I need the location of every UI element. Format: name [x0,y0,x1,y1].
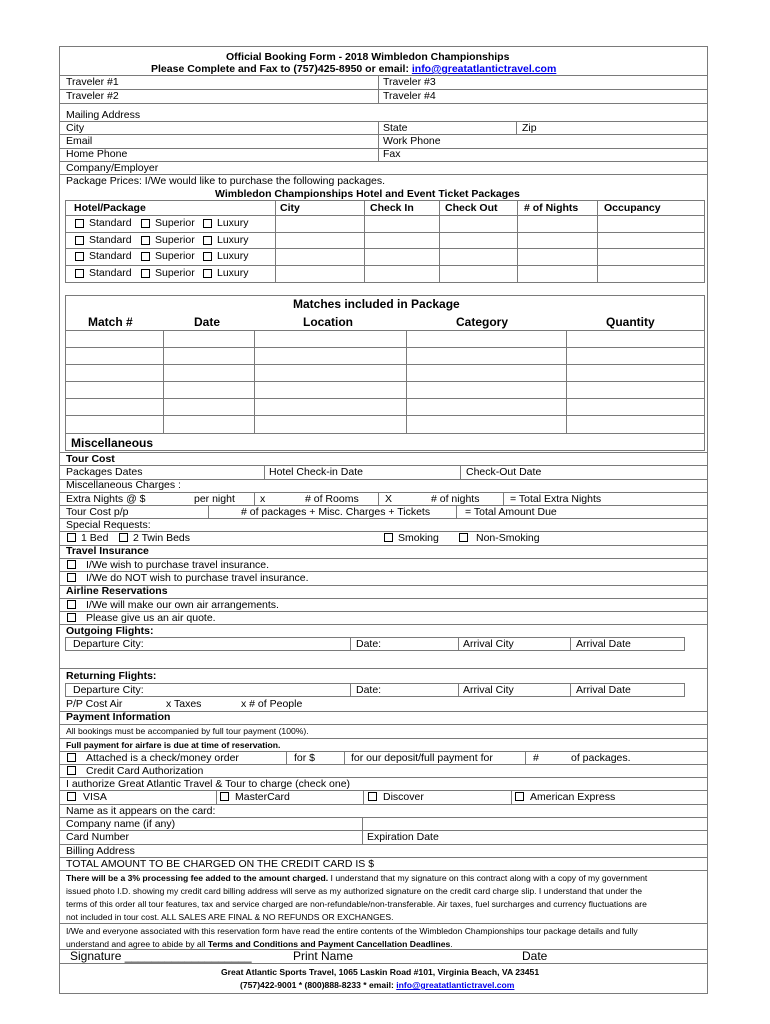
traveler-1-field[interactable]: Traveler #1 [66,76,119,88]
traveler-2-field[interactable]: Traveler #2 [66,90,119,102]
hotel-superior-checkbox[interactable] [141,252,150,261]
header-email-link[interactable]: info@greatatlantictravel.com [411,63,557,75]
divider [65,232,705,233]
divider [216,790,217,804]
divider [344,751,345,764]
returning-title: Returning Flights: [66,670,157,682]
credit-card-auth-checkbox[interactable] [67,766,76,775]
own-air-label: I/We will make our own air arrangements. [86,599,279,611]
hotel-option-label: Luxury [217,234,249,246]
home-phone-field[interactable]: Home Phone [66,148,128,160]
processing-fee-text: There will be a 3% processing fee added to the amount charged. [66,873,329,883]
divider [59,844,708,845]
insurance-title: Travel Insurance [66,545,149,557]
hotel-option-label: Standard [89,217,132,229]
total-extra-nights-label: = Total Extra Nights [510,493,602,505]
divider [458,683,459,697]
miscellaneous-label: Miscellaneous [71,436,154,450]
airline-title: Airline Reservations [66,585,168,597]
hotel-luxury-checkbox[interactable] [203,236,212,245]
visa-checkbox[interactable] [67,792,76,801]
hotel-luxury-checkbox[interactable] [203,252,212,261]
terms-link: Terms and Conditions and Payment Cancellation Deadlines [207,939,451,949]
divider [65,364,705,365]
hotel-header-check-in: Check In [370,202,414,214]
hotel-header-city: City [280,202,300,214]
company-employer-field[interactable]: Company/Employer [66,162,159,174]
zip-field[interactable]: Zip [522,122,537,134]
divider [65,381,705,382]
own-air-checkbox[interactable] [67,600,76,609]
returning-departure-field[interactable]: Departure City: [73,684,144,696]
one-bed-checkbox[interactable] [67,533,76,542]
footer-phones-text: (757)422-9001 * (800)888-8233 * email: [240,980,397,990]
divider [378,121,379,162]
insurance-no-label: I/We do NOT wish to purchase travel insurance. [86,572,309,584]
people-label: x # of People [241,698,303,710]
divider [264,465,265,479]
divider [517,200,518,283]
billing-address-field[interactable]: Billing Address [66,845,135,857]
matches-header-location: Location [303,315,353,329]
hotel-option-label: Standard [89,250,132,262]
hotel-standard-checkbox[interactable] [75,269,84,278]
discover-label: Discover [383,791,424,803]
card-number-field[interactable]: Card Number [66,831,130,843]
divider [350,683,351,697]
terms-line-1 [66,872,647,885]
checkout-date-field[interactable]: Check-Out Date [466,466,542,478]
work-phone-field[interactable]: Work Phone [383,135,441,147]
divider [460,465,461,479]
outgoing-departure-field[interactable]: Departure City: [73,638,144,650]
hotel-checkin-field[interactable]: Hotel Check-in Date [269,466,363,478]
deposit-label: for our deposit/full payment for [351,752,493,764]
hotel-standard-checkbox[interactable] [75,252,84,261]
divider [65,347,705,348]
payment-note-1: All bookings must be accompanied by full tour payment (100%). [66,726,309,736]
divider [525,751,526,764]
misc-charges-field[interactable]: Miscellaneous Charges : [66,479,181,491]
check-money-order-checkbox[interactable] [67,753,76,762]
per-night-label: per night [194,493,235,505]
print-name-field[interactable]: Print Name [293,949,354,963]
hotel-option-label: Superior [155,234,195,246]
divider [378,492,379,505]
footer-phones [240,979,514,992]
discover-checkbox[interactable] [368,792,377,801]
hotel-header-occupancy: Occupancy [604,202,661,214]
matches-header-quantity: Quantity [606,315,655,329]
divider [516,121,517,134]
hotel-header-nights: # of Nights [524,202,579,214]
insurance-no-checkbox[interactable] [67,573,76,582]
divider [456,505,457,518]
divider [59,518,708,519]
subtitle-text: Please Complete and Fax to (757)425-8950 or email: [151,63,412,75]
signature-field[interactable]: Signature ___________________ [70,949,252,963]
divider [570,637,571,651]
divider [350,637,351,651]
insurance-yes-checkbox[interactable] [67,560,76,569]
hotel-option-label: Superior [155,267,195,279]
fax-field[interactable]: Fax [383,148,401,160]
divider [59,545,708,546]
non-smoking-checkbox[interactable] [459,533,468,542]
divider [363,790,364,804]
returning-arrival-date-field[interactable]: Arrival Date [576,684,631,696]
divider [362,817,363,830]
amex-checkbox[interactable] [515,792,524,801]
twin-beds-checkbox[interactable] [119,533,128,542]
divider [511,790,512,804]
traveler-4-field[interactable]: Traveler #4 [383,90,436,102]
city-field[interactable]: City [66,122,85,134]
terms-line-4: not included in tour cost. ALL SALES ARE FINAL & NO REFUNDS OR EXCHANGES. [66,912,394,922]
amex-label: American Express [530,791,616,803]
name-on-card-field[interactable]: Name as it appears on the card: [66,805,216,817]
divider [65,248,705,249]
divider [65,265,705,266]
divider [59,624,708,625]
hotel-superior-checkbox[interactable] [141,219,150,228]
divider [254,492,255,505]
terms-line-3: terms of this order all tour features, tax and service charged are non-refundable/non-transferable. Air taxes, fuel surcharges and currency fluctuations are [66,899,647,909]
hotel-luxury-checkbox[interactable] [203,219,212,228]
pp-cost-air-label: P/P Cost Air [66,698,123,710]
extra-nights-label: Extra Nights @ $ [66,493,146,505]
smoking-checkbox[interactable] [384,533,393,542]
packages-dates-field[interactable]: Packages Dates [66,466,143,478]
hotel-option-label: Superior [155,217,195,229]
nights-label: # of nights [431,493,480,505]
hotel-header-package: Hotel/Package [74,202,146,214]
hotel-option-label: Luxury [217,217,249,229]
divider [286,751,287,764]
rooms-label: # of Rooms [305,493,359,505]
payment-note-2: Full payment for airfare is due at time of reservation. [66,740,281,750]
outgoing-arrival-city-field[interactable]: Arrival City [463,638,514,650]
divider [275,200,276,283]
divider [59,668,708,669]
air-quote-label: Please give us an air quote. [86,612,216,624]
number-sign-label: # [533,752,539,764]
agreement-period: . [450,939,453,949]
visa-label: VISA [83,791,107,803]
outgoing-title: Outgoing Flights: [66,625,154,637]
hotel-standard-checkbox[interactable] [75,236,84,245]
hotel-superior-checkbox[interactable] [141,236,150,245]
taxes-label: x Taxes [166,698,202,710]
form-title: Official Booking Form - 2018 Wimbledon Championships [226,51,510,63]
multiply-sign: x [260,493,266,505]
hotel-option-label: Standard [89,267,132,279]
divider [570,683,571,697]
agreement-text: understand and agree to abide by all [66,939,208,949]
hotel-option-label: Standard [89,234,132,246]
divider [59,452,708,453]
hotel-standard-checkbox[interactable] [75,219,84,228]
matches-header-match: Match # [88,315,133,329]
hotel-option-label: Luxury [217,267,249,279]
divider [65,330,705,331]
divider [208,505,209,518]
divider [597,200,598,283]
footer-email-link[interactable]: info@greatatlantictravel.com [396,980,515,990]
outgoing-arrival-date-field[interactable]: Arrival Date [576,638,631,650]
matches-header-date: Date [194,315,221,329]
state-field[interactable]: State [383,122,408,134]
divider [59,103,708,104]
divider [362,830,363,844]
mastercard-checkbox[interactable] [220,792,229,801]
special-requests-field[interactable]: Special Requests: [66,519,151,531]
mastercard-label: MasterCard [235,791,290,803]
total-charged-field[interactable]: TOTAL AMOUNT TO BE CHARGED ON THE CREDIT CARD IS $ [66,858,375,870]
divider [458,637,459,651]
for-amount-label: for $ [294,752,316,764]
outgoing-date-field[interactable]: Date: [356,638,382,650]
twin-beds-label: 2 Twin Beds [133,532,191,544]
company-name-field[interactable]: Company name (if any) [66,818,176,830]
matches-header-category: Category [456,315,509,329]
one-bed-label: 1 Bed [81,532,109,544]
expiration-date-field[interactable]: Expiration Date [367,831,439,843]
divider [364,200,365,283]
total-amount-due-label: = Total Amount Due [465,506,557,518]
divider [59,492,708,493]
of-packages-label: of packages. [571,752,631,764]
non-smoking-label: Non-Smoking [476,532,540,544]
authorize-label: I authorize Great Atlantic Travel & Tour to charge (check one) [66,778,351,790]
check-money-order-label: Attached is a check/money order [86,752,239,764]
multiply-sign: X [385,493,393,505]
divider [65,215,705,216]
divider [59,923,708,924]
payment-title: Payment Information [66,711,171,723]
package-prices-text: Package Prices: I/We would like to purchase the following packages. [66,175,386,187]
packages-formula-label: # of packages + Misc. Charges + Tickets [241,506,431,518]
agreement-line-1: I/We and everyone associated with this reservation form have read the entire contents of the Wimbledon Championships tour package details and fully [66,926,638,936]
terms-text: I understand that my signature on this contract along with a copy of my government [328,873,648,883]
hotel-header-check-out: Check Out [445,202,498,214]
divider [65,398,705,399]
hotel-superior-checkbox[interactable] [141,269,150,278]
insurance-yes-label: I/We wish to purchase travel insurance. [86,559,270,571]
air-quote-checkbox[interactable] [67,613,76,622]
divider [503,492,504,505]
mailing-address-field[interactable]: Mailing Address [66,109,141,121]
smoking-label: Smoking [398,532,439,544]
divider [65,433,705,434]
returning-arrival-city-field[interactable]: Arrival City [463,684,514,696]
hotel-table-title: Wimbledon Championships Hotel and Event Ticket Packages [215,188,520,200]
hotel-option-label: Luxury [217,250,249,262]
divider [59,870,708,871]
divider [59,465,708,466]
returning-date-field[interactable]: Date: [356,684,382,696]
hotel-luxury-checkbox[interactable] [203,269,212,278]
matches-table-title: Matches included in Package [293,297,460,311]
tour-cost-pp-label: Tour Cost p/p [66,506,129,518]
credit-card-auth-label: Credit Card Authorization [86,765,204,777]
date-field[interactable]: Date [522,949,548,963]
hotel-option-label: Superior [155,250,195,262]
footer-address: Great Atlantic Sports Travel, 1065 Laskin Road #101, Virginia Beach, VA 23451 [221,967,540,977]
divider [439,200,440,283]
tour-cost-title: Tour Cost [66,453,115,465]
divider [59,963,708,964]
divider [65,415,705,416]
traveler-3-field[interactable]: Traveler #3 [383,76,436,88]
terms-line-2: issued photo I.D. showing my credit card billing address will serve as my authorized signature on the credit card charge slip. I understand that under the [66,886,643,896]
email-field[interactable]: Email [66,135,93,147]
